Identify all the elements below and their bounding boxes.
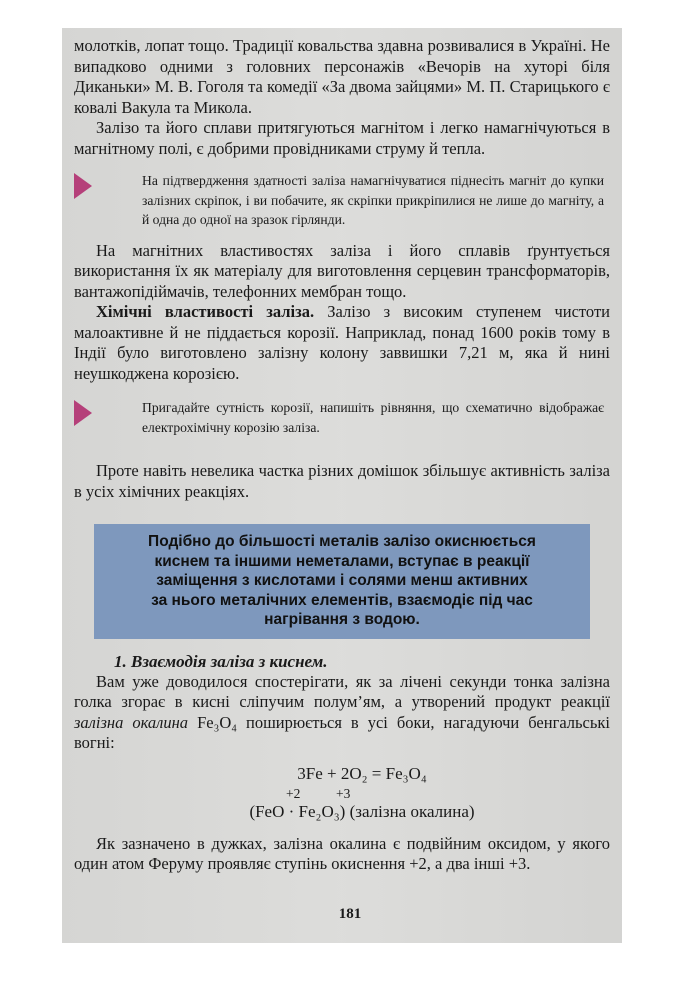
box-line: Подібно до більшості металів залізо окиснюється (148, 533, 536, 550)
box-line: нагрівання з водою. (264, 611, 420, 628)
burning-text-end: поширюється в усі боки, нагадуючи бенгальські вогні: (74, 712, 611, 752)
note-text: На підтвердження здатності заліза намагнічуватися піднесіть магніт до купки залізних скріпок, і ви побачите, як скріпки прикріпилися не лише до магніту, а й одна до одної на зразок гірлянди. (142, 173, 604, 227)
section-title: 1. Взаємодія заліза з киснем. (114, 651, 328, 671)
oxidation-states (74, 784, 610, 802)
equation-double-oxide: (FeO · Fe₂O₃) (залізна окалина) (249, 801, 475, 821)
paragraph-burning (74, 672, 610, 754)
oxidation-plus-three: +3 (336, 785, 351, 801)
formula-fe3o4: Fe₃O₄ (197, 712, 237, 732)
chem-heading: Хімічні властивості заліза. (96, 302, 315, 321)
page-number: 181 (338, 906, 362, 922)
oxidation-plus-two: +2 (286, 785, 301, 801)
paragraph-chemical-properties (74, 302, 610, 384)
note-text: Пригадайте сутність корозії, напишіть рівняння, що схематично відображає електрохімічну корозію заліза. (142, 400, 604, 435)
note-magnet-experiment (74, 171, 610, 230)
summary-box (94, 524, 590, 639)
paragraph-double-oxide: Як зазначено в дужках, залізна окалина є подвійним оксидом, у якого один атом Феруму проявляє ступінь окиснення +2, а два інші +3. (74, 833, 610, 873)
paragraph-impurities: Проте навіть невелика частка різних домішок збільшує активність заліза в усіх хімічних реакціях. (74, 461, 610, 501)
triangle-marker-icon (74, 400, 92, 426)
burning-text: Вам уже доводилося спостерігати, як за лічені секунди тонка залізна голка згорає в кисні сліпучим полум’ям, а утворений продукт реакції (74, 671, 610, 711)
page-content (74, 36, 610, 875)
paragraph-blacksmiths: молотків, лопат тощо. Традиції ковальства здавна розвивалися в Україні. Не випадково одними з головних персонажів «Вечорів на хуторі біля Диканьки» М. В. Гоголя та комедії «За двома зайцями» М. П. Старицького є ковалі Вакула та Микола. (74, 36, 610, 117)
box-line: за нього металічних елементів, взаємодіє під час (151, 591, 533, 609)
box-line: заміщення з кислотами і солями менш активних (156, 572, 528, 589)
triangle-marker-icon (74, 173, 92, 199)
chem-text: Залізо з високим ступенем чистоти малоактивне й не піддається корозії. Наприклад, понад 1600 років тому в Індії було виготовлено залізну колону заввишки 7,21 м, яка й нині неушкоджена корозією. (74, 302, 610, 383)
note-corrosion (74, 398, 610, 437)
term-iron-scale: залізна окалина (74, 712, 189, 732)
equation-reaction: 3Fe + 2O₂ = Fe₃O₄ (297, 763, 427, 783)
box-line: киснем та іншими неметалами, вступає в реакції (154, 552, 530, 570)
paragraph-magnetic: Залізо та його сплави притягуються магнітом і легко намагнічуються в магнітному полі, є добрими провідниками струму й тепла. (74, 118, 610, 158)
paragraph-magnetic-use: На магнітних властивостях заліза і його сплавів ґрунтується використання їх як матеріалу для виготовлення серцевин трансформаторів, вантажопідіймачів, телефонних мембран тощо. (74, 240, 610, 301)
